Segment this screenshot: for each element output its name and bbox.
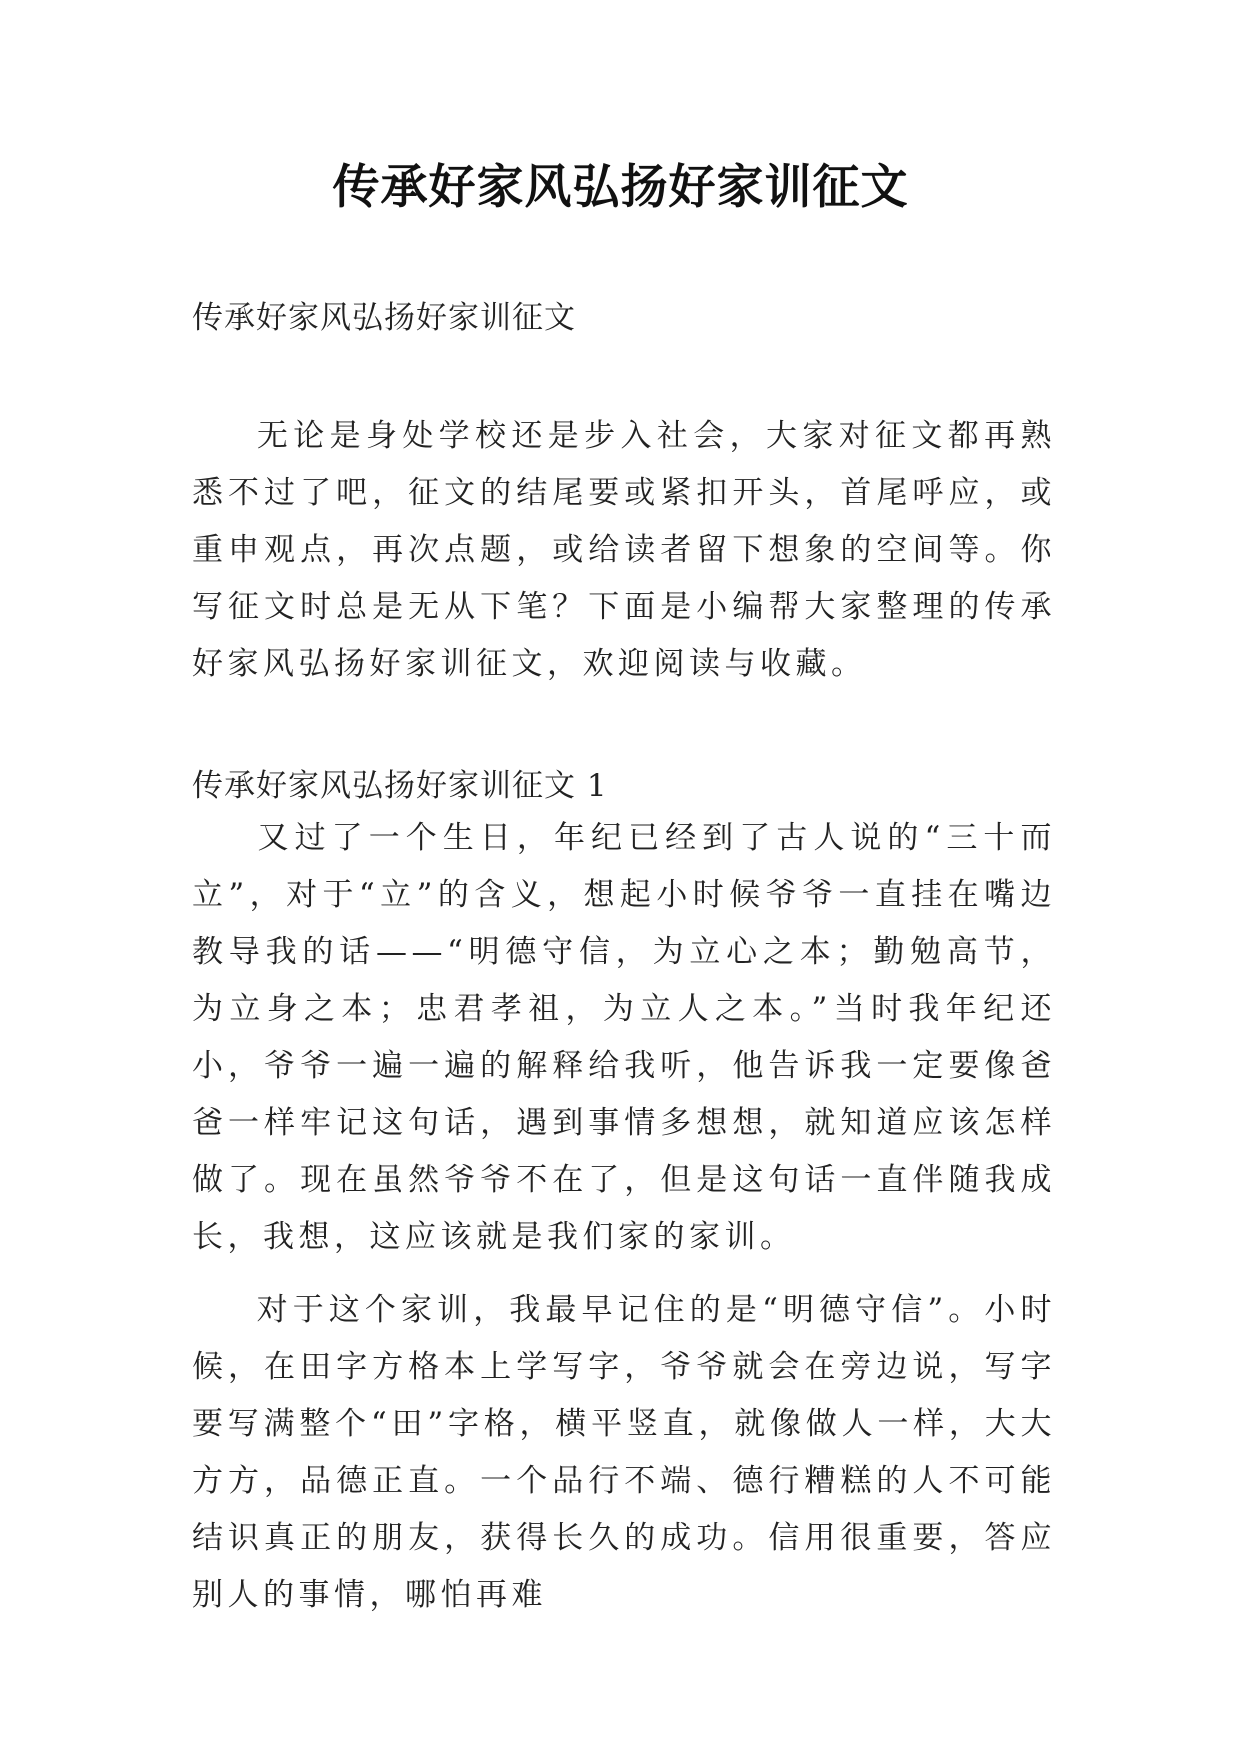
body-paragraph-1	[192, 810, 1056, 1266]
document-title: 传承好家风弘扬好家训征文	[332, 160, 909, 215]
body-paragraph-2-text: 对于这个家训，我最早记住的是“明德守信”。小时候，在田字方格本上学写字，爷爷就会在旁边说，写字要写满整个“田”字格，横平竖直，就像做人一样，大大方方，品德正直。一个品行不端、德行糟糕的人不可能结识真正的朋友，获得长久的成功。信用很重要，答应别人的事情，哪怕再难	[192, 1292, 1056, 1613]
body-paragraph-2	[192, 1282, 1056, 1624]
intro-paragraph	[192, 408, 1056, 693]
body-paragraph-1-text: 又过了一个生日，年纪已经到了古人说的“三十而立”，对于“立”的含义，想起小时候爷爷一直挂在嘴边教导我的话——“明德守信，为立心之本；勤勉高节，为立身之本；忠君孝祖，为立人之本。”当时我年纪还小，爷爷一遍一遍的解释给我听，他告诉我一定要像爸爸一样牢记这句话，遇到事情多想想，就知道应该怎样做了。现在虽然爷爷不在了，但是这句话一直伴随我成长，我想，这应该就是我们家的家训。	[192, 820, 1056, 1255]
section-heading: 传承好家风弘扬好家训征文 1	[192, 768, 608, 804]
intro-paragraph-text: 无论是身处学校还是步入社会，大家对征文都再熟悉不过了吧，征文的结尾要或紧扣开头，首尾呼应，或重申观点，再次点题，或给读者留下想象的空间等。你写征文时总是无从下笔？下面是小编帮大家整理的传承好家风弘扬好家训征文，欢迎阅读与收藏。	[192, 418, 1056, 682]
document-subtitle: 传承好家风弘扬好家训征文	[192, 300, 576, 336]
